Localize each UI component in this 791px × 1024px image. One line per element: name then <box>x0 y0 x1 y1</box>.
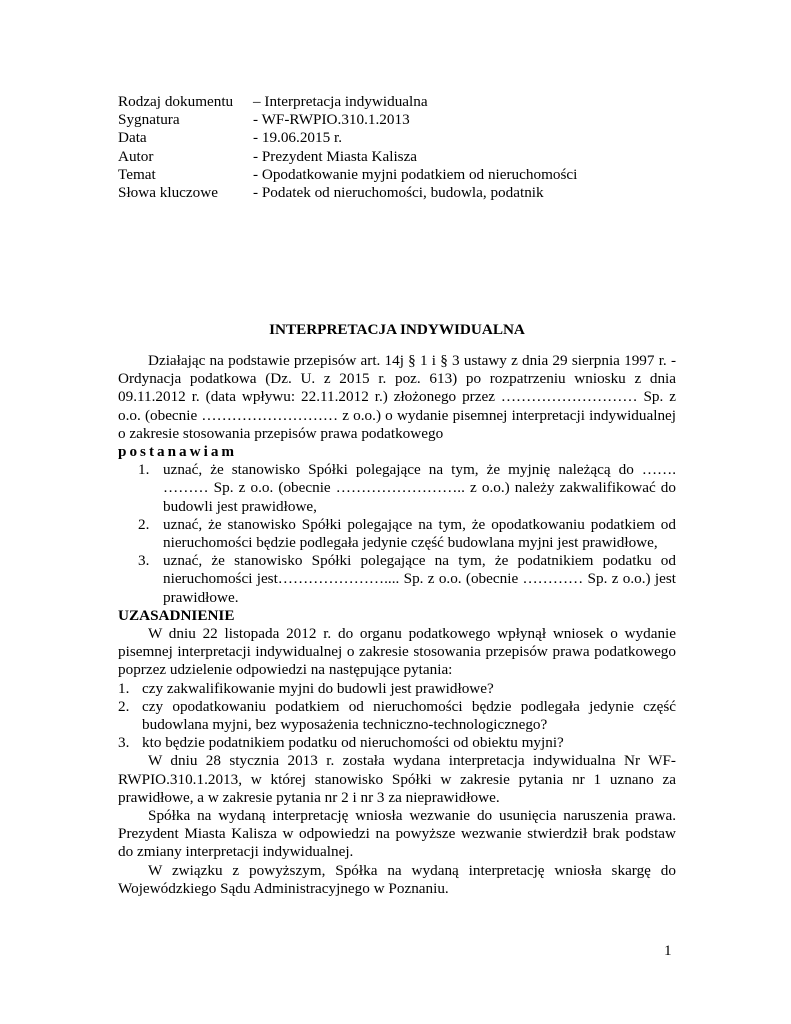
meta-value: - Podatek od nieruchomości, budowla, podatnik <box>253 184 544 202</box>
meta-key: Autor <box>118 147 154 165</box>
list-item <box>118 680 676 698</box>
list-item-text: czy opodatkowaniu podatkiem od nieruchomości będzie podlegała jedynie część budowlana myjni, bez wyposażenia techniczno-technologicznego? <box>142 697 676 734</box>
justification-paragraph-1: W dniu 22 listopada 2012 r. do organu podatkowego wpłynął wniosek o wydanie pisemnej interpretacji indywidualnej o zakresie stosowania przepisów prawa podatkowego poprzez udzielenie odpowiedzi na następujące pytania: <box>118 625 676 679</box>
decision-heading: postanawiam <box>118 443 238 461</box>
list-item <box>118 734 676 752</box>
list-item-text: uznać, że stanowisko Spółki polegające na tym, że myjnię należącą do ……. ……… Sp. z o.o. (obecnie …………………….. z o.o.) należy zakwalifikować do budowli jest prawidłowe, <box>163 461 676 515</box>
list-item-number: 2. <box>138 515 150 533</box>
list-item <box>118 461 676 516</box>
list-item-number: 1. <box>138 461 150 479</box>
meta-row-date <box>118 129 577 147</box>
meta-value: - Prezydent Miasta Kalisza <box>253 147 418 165</box>
meta-row-type <box>118 93 577 111</box>
meta-key: Słowa kluczowe <box>118 184 218 202</box>
meta-row-keywords <box>118 184 577 202</box>
meta-value: – Interpretacja indywidualna <box>253 93 428 110</box>
list-item-number: 3. <box>138 552 150 570</box>
list-item-number: 2. <box>118 697 130 715</box>
list-item-text: czy zakwalifikowanie myjni do budowli jest prawidłowe? <box>142 679 494 697</box>
meta-row-signature <box>118 111 577 129</box>
list-item-number: 3. <box>118 734 130 752</box>
question-list <box>118 680 676 753</box>
page-number: 1 <box>664 942 672 959</box>
meta-key: Temat <box>118 165 156 183</box>
list-item-number: 1. <box>118 679 130 697</box>
list-item <box>118 552 676 607</box>
meta-row-topic <box>118 166 577 184</box>
list-item-text: uznać, że stanowisko Spółki polegające na tym, że podatnikiem podatku od nieruchomości jest………………….... Sp. z o.o. (obecnie ………… Sp. z o.o.) jest prawidłowe. <box>163 552 676 606</box>
document-title: INTERPRETACJA INDYWIDUALNA <box>269 321 525 338</box>
decision-list <box>118 461 676 607</box>
meta-key: Rodzaj dokumentu <box>118 93 234 110</box>
list-item <box>118 698 676 734</box>
meta-value: - Opodatkowanie myjni podatkiem od nieruchomości <box>253 165 578 183</box>
meta-value: - 19.06.2015 r. <box>253 129 343 147</box>
document-metadata <box>118 93 577 202</box>
justification-heading: UZASADNIENIE <box>118 606 235 624</box>
justification-paragraph-2: W dniu 28 stycznia 2013 r. została wydana interpretacja indywidualna Nr WF-RWPIO.310.1.2013, w której stanowisko Spółki w zakresie pytania nr 1 uznano za prawidłowe, a w zakresie pytania nr 2 i nr 3 za nieprawidłowe. <box>118 752 676 806</box>
justification-paragraph-3: Spółka na wydaną interpretację wniosła wezwanie do usunięcia naruszenia prawa. Prezydent Miasta Kalisza w odpowiedzi na powyższe wezwanie stwierdził brak podstaw do zmiany interpretacji indywidualnej. <box>118 807 676 861</box>
intro-paragraph: Działając na podstawie przepisów art. 14j § 1 i § 3 ustawy z dnia 29 sierpnia 1997 r. - Ordynacja podatkowa (Dz. U. z 2015 r. poz. 613) po rozpatrzeniu wniosku z dnia 09.11.2012 r. (data wpływu: 22.11.2012 r.) złożonego przez ……………………… Sp. z o.o. (obecnie ……………………… z o.o.) o wydanie pisemnej interpretacji indywidualnej o zakresie stosowania przepisów prawa podatkowego <box>118 352 676 442</box>
list-item-text: kto będzie podatnikiem podatku od nieruchomości od obiektu myjni? <box>142 734 564 752</box>
meta-key: Data <box>118 129 147 147</box>
meta-value: - WF-RWPIO.310.1.2013 <box>253 111 410 129</box>
justification-paragraph-4: W związku z powyższym, Spółka na wydaną interpretację wniosła skargę do Wojewódzkiego Sądu Administracyjnego w Poznaniu. <box>118 861 676 897</box>
document-body <box>118 352 676 898</box>
list-item-text: uznać, że stanowisko Spółki polegające na tym, że opodatkowaniu podatkiem od nieruchomości będzie podlegała jedynie część budowlana myjni jest prawidłowe, <box>163 515 676 552</box>
list-item <box>118 516 676 552</box>
meta-row-author <box>118 148 577 166</box>
meta-key: Sygnatura <box>118 111 180 129</box>
